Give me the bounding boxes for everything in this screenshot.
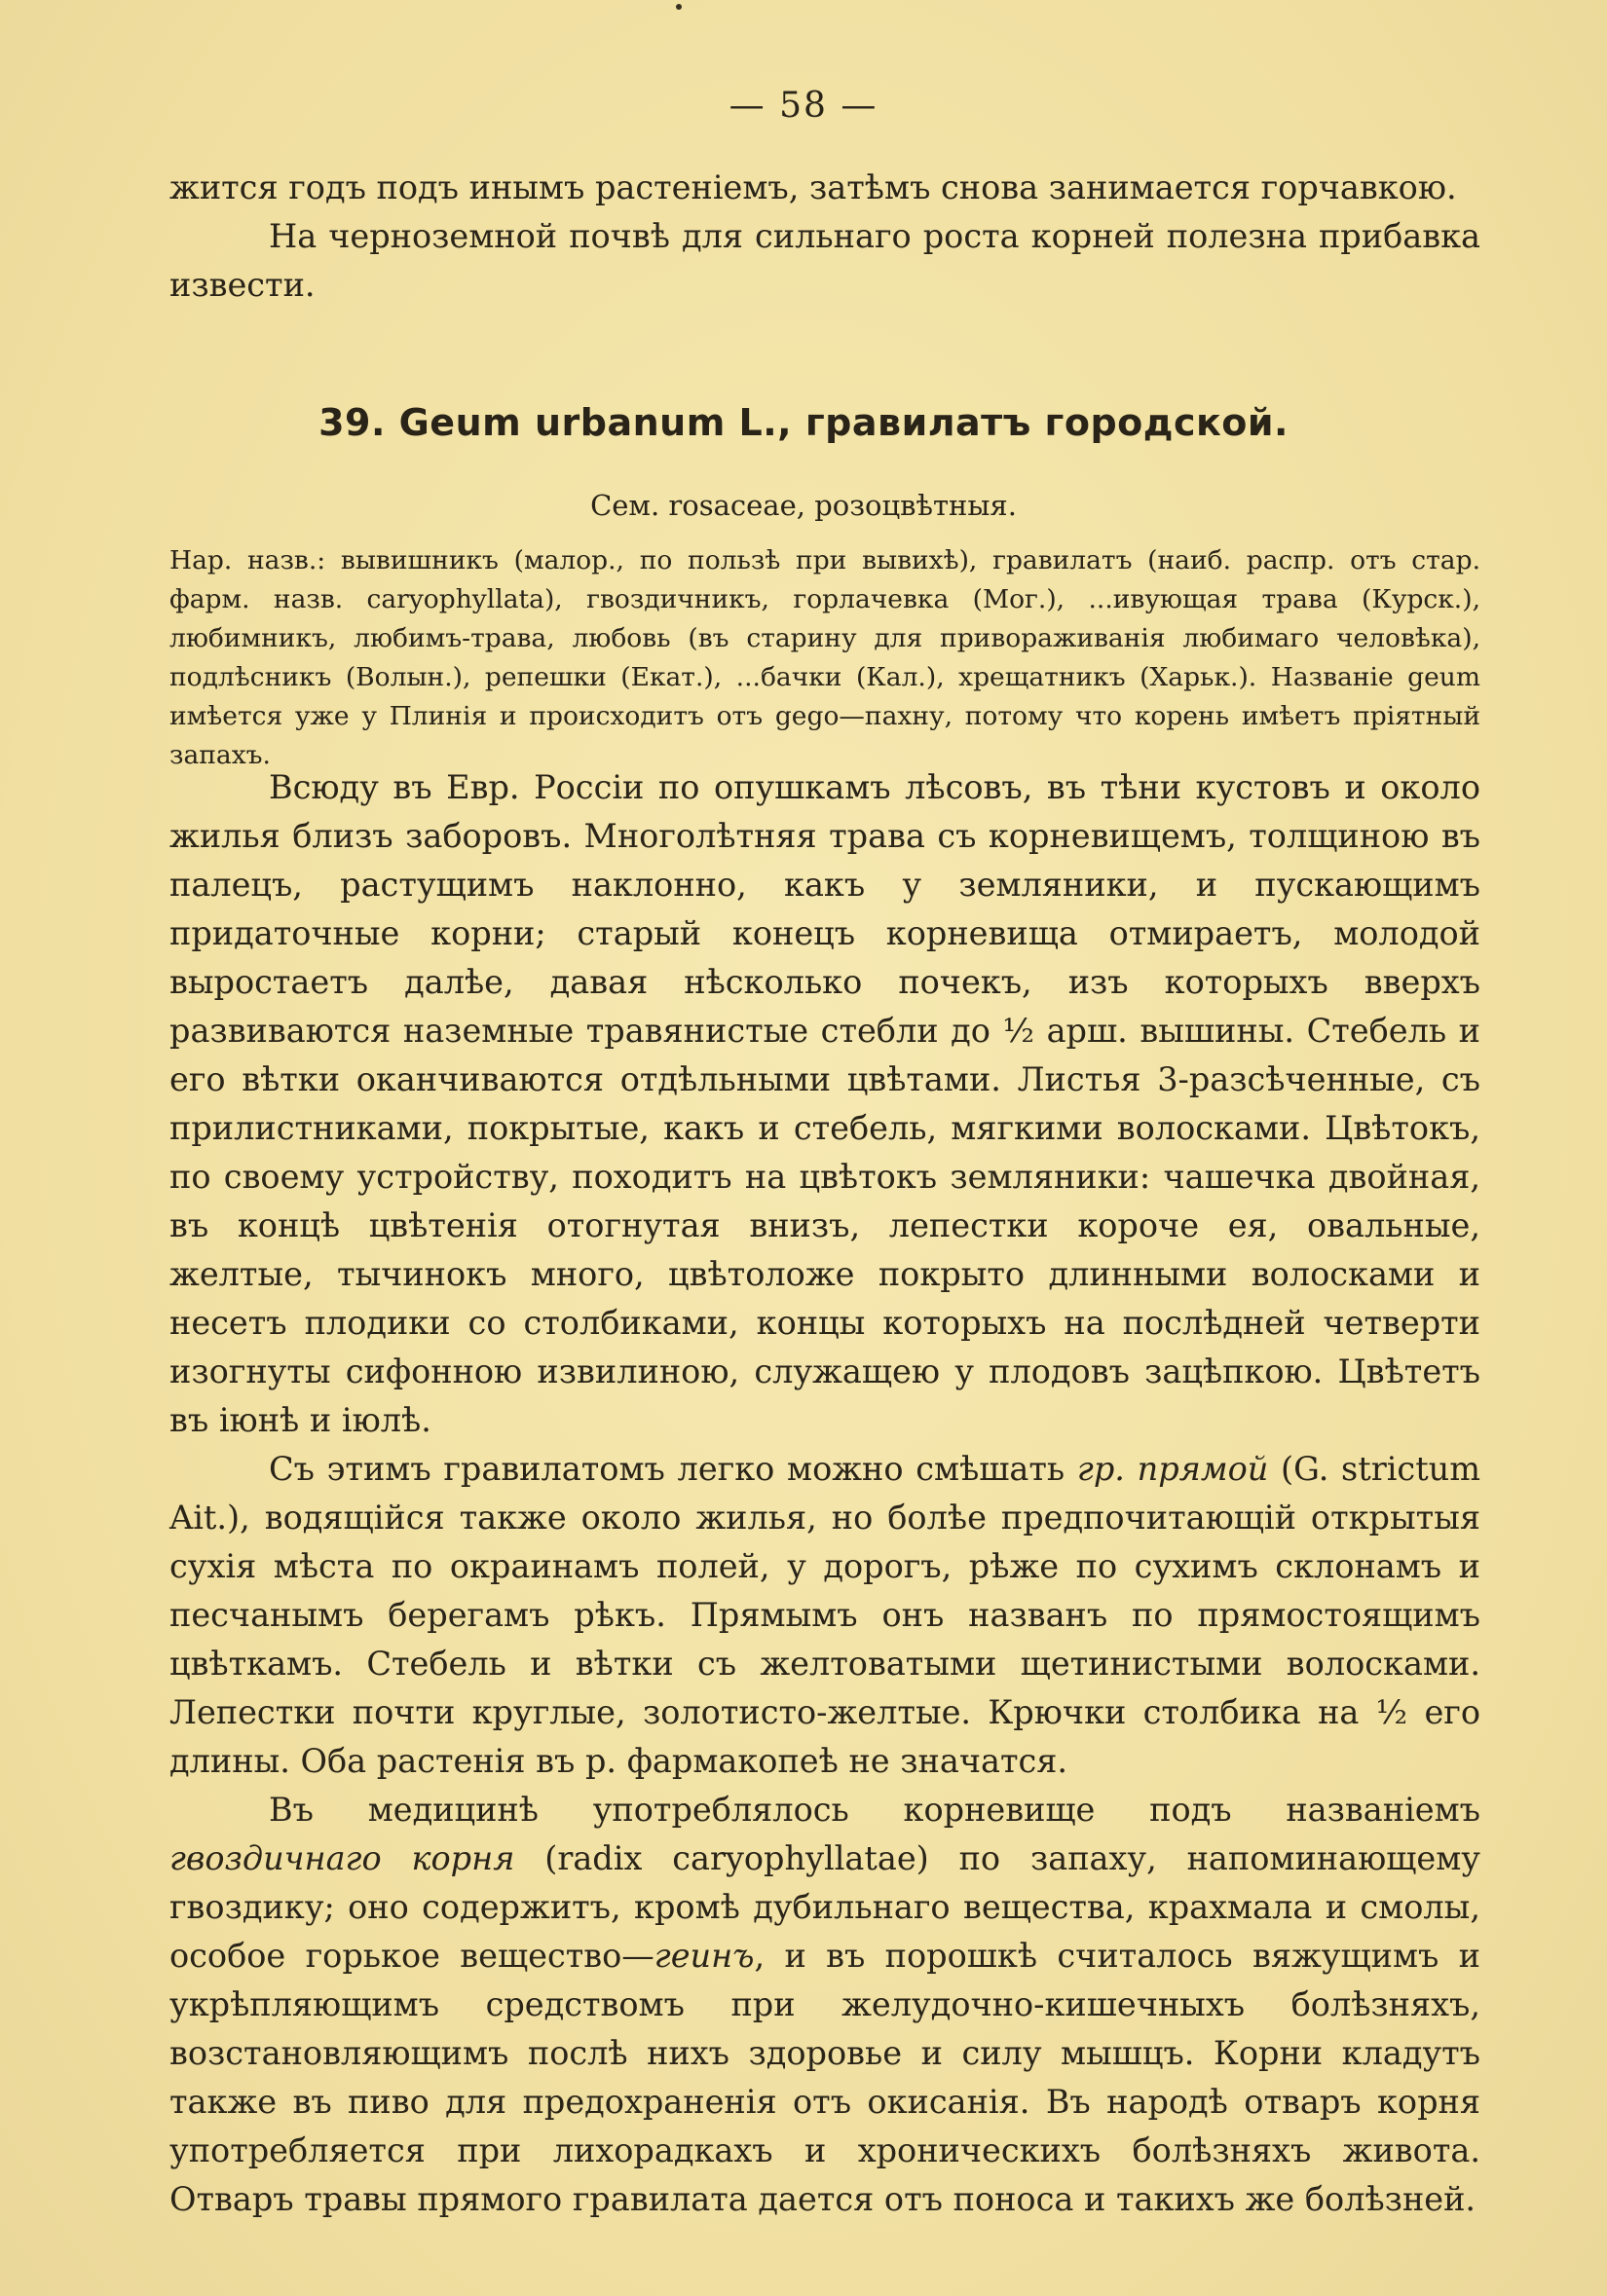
paragraph-geum-strictum	[169, 1445, 1480, 1786]
ink-speck	[676, 4, 682, 10]
medicine-italic-gein: геинъ	[654, 1937, 755, 1975]
medicine-text-c: , и въ порошкѣ считалось вяжущимъ и укрѣпляющимъ средствомъ при желудочно-кишечныхъ болѣзняхъ, возстановляющимъ послѣ нихъ здоровье и силу мышцъ. Корни кладутъ также въ пиво для предохраненія отъ окисанія. Въ народѣ отваръ корня употребляется при лихорадкахъ и хроническихъ болѣзняхъ живота. Отваръ травы прямого гравилата дается отъ поноса и такихъ же болѣзней.	[169, 1937, 1480, 2218]
strictum-italic-name: гр. прямой	[1076, 1450, 1269, 1488]
medicine-italic-root: гвоздичнаго корня	[169, 1839, 515, 1877]
paragraph-medicine	[169, 1786, 1480, 2224]
body-text-block	[169, 763, 1480, 2224]
folk-names-note: Нар. назв.: вывишникъ (малор., по пользѣ при вывихѣ), гравилатъ (наиб. распр. отъ стар. фарм. назв. caryophyllata), гвоздичникъ, горлачевка (Мог.), ...ивующая трава (Курск.), любимникъ, любимъ-трава, любовь (въ старину для привораживанія любимаго человѣка), подлѣсникъ (Волын.), репешки (Екат.), ...бачки (Кал.), хрещатникъ (Харьк.). Названіе geum имѣется уже у Плинія и происходитъ отъ gego—пахну, потому что корень имѣетъ пріятный запахъ.	[169, 545, 1480, 770]
paragraph-description: Всюду въ Евр. Россіи по опушкамъ лѣсовъ, въ тѣни кустовъ и около жилья близъ заборовъ. Многолѣтняя трава съ корневищемъ, толщиною въ палецъ, растущимъ наклонно, какъ у земляники, и пускающимъ придаточные корни; старый конецъ корневища отмираетъ, молодой выростаетъ далѣе, давая нѣсколько почекъ, изъ которыхъ вверхъ развиваются наземные травянистые стебли до ½ арш. вышины. Стебель и его вѣтки оканчиваются отдѣльными цвѣтами. Листья 3-разсѣченные, съ прилистниками, покрытые, какъ и стебель, мягкими волосками. Цвѣтокъ, по своему устройству, походитъ на цвѣтокъ земляники: чашечка двойная, въ концѣ цвѣтенія отогнутая внизъ, лепестки короче ея, овальные, желтые, тычинокъ много, цвѣтоложе покрыто длинными волосками и несетъ плодики со столбиками, концы которыхъ на послѣдней четверти изогнуты сифонною извилиною, служащею у плодовъ зацѣпкою. Цвѣтетъ въ іюнѣ и іюлѣ.	[169, 768, 1480, 1439]
family-line: Сем. rosaceae, розоцвѣтныя.	[590, 489, 1017, 522]
medicine-text-b: (radix caryophyllatae) по запаху, напоминающему гвоздику; оно содержитъ, кромѣ дубильнаго вещества, крахмала и смолы, особое горькое вещество—	[169, 1839, 1480, 1975]
strictum-text-rest: (G. strictum Ait.), водящійся также около жилья, но болѣе предпочитающій открытыя сухія мѣста по окраинамъ полей, у дорогъ, рѣже по сухимъ склонамъ и песчанымъ берегамъ рѣкъ. Прямымъ онъ названъ по прямостоящимъ цвѣткамъ. Стебель и вѣтки съ желтоватыми щетинистыми волосками. Лепестки почти круглые, золотисто-желтые. Крючки столбика на ½ его длины. Оба растенія въ р. фармакопеѣ не значатся.	[169, 1450, 1480, 1780]
top-text-block	[169, 164, 1480, 310]
strictum-text-start: Съ этимъ гравилатомъ легко можно смѣшать	[269, 1450, 1077, 1488]
medicine-text-a: Въ медицинѣ употреблялось корневище подъ названіемъ	[269, 1791, 1480, 1829]
page-number: — 58 —	[729, 86, 878, 126]
paragraph-continuation: жится годъ подъ инымъ растеніемъ, затѣмъ снова занимается горчавкою.	[169, 168, 1457, 206]
paragraph-soil: На черноземной почвѣ для сильнаго роста корней полезна прибавка извести.	[169, 217, 1480, 304]
species-heading: 39. Geum urbanum L., гравилатъ городской.	[318, 401, 1289, 444]
names-note-block	[169, 541, 1480, 775]
